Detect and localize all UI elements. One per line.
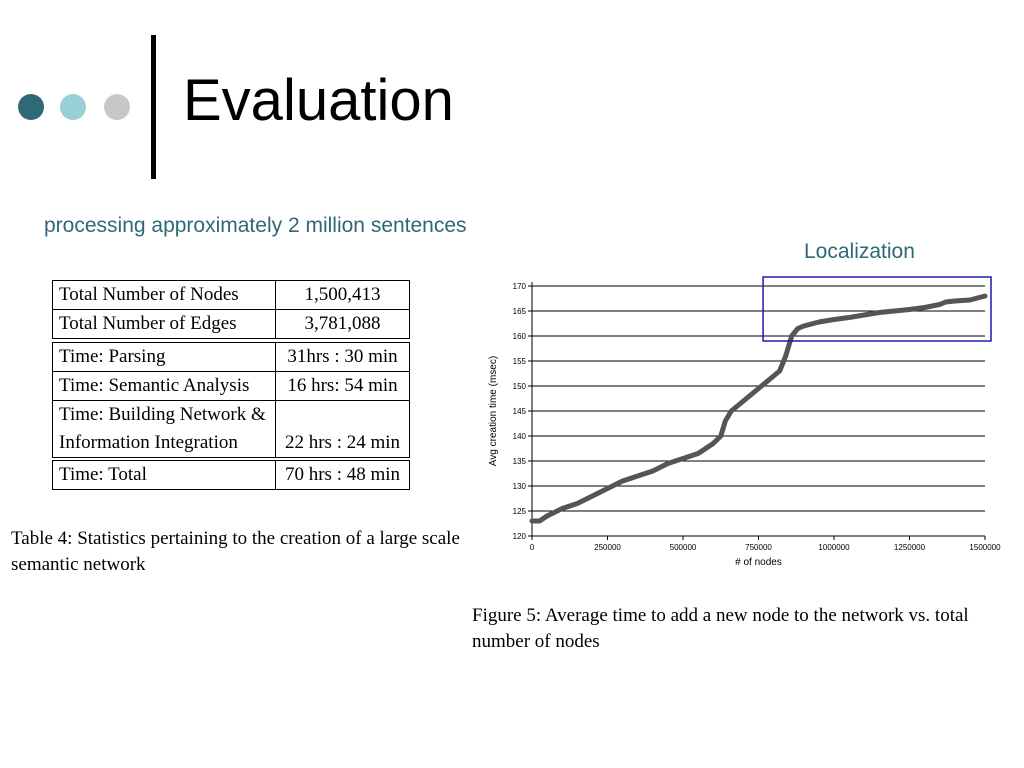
y-tick-label: 165 (512, 307, 526, 316)
stats-table-times (52, 342, 410, 458)
stats-table-counts (52, 280, 410, 339)
x-tick-label: 750000 (745, 543, 772, 552)
localization-label: Localization (804, 240, 915, 263)
table-row (53, 343, 410, 372)
table-cell-value: 1,500,413 (276, 281, 410, 310)
series-line (532, 296, 985, 521)
y-tick-label: 160 (512, 332, 526, 341)
y-tick-label: 155 (512, 357, 526, 366)
table-row (53, 461, 410, 490)
x-tick-label: 1500000 (969, 543, 1001, 552)
x-tick-label: 1000000 (818, 543, 850, 552)
x-tick-label: 1250000 (893, 543, 926, 552)
y-tick-label: 130 (512, 482, 526, 491)
line-chart (478, 272, 1008, 577)
table-row (53, 310, 410, 339)
table-row (53, 281, 410, 310)
y-tick-label: 170 (512, 282, 526, 291)
table-cell-label: Time: Parsing (53, 343, 276, 372)
bullet-dot-dark (18, 94, 44, 120)
y-tick-label: 135 (512, 457, 526, 466)
y-tick-label: 125 (512, 507, 526, 516)
x-tick-label: 250000 (594, 543, 621, 552)
y-tick-label: 140 (512, 432, 526, 441)
table-cell-label: Time: Total (53, 461, 276, 490)
table-row (53, 372, 410, 401)
table-cell-label: Total Number of Edges (53, 310, 276, 339)
table-cell-label: Time: Building Network & Information Integration (53, 401, 276, 458)
title-divider (151, 35, 156, 179)
bullet-dot-gray (104, 94, 130, 120)
y-tick-label: 150 (512, 382, 526, 391)
table-caption: Table 4: Statistics pertaining to the creation of a large scale semantic network (11, 528, 460, 575)
slide-title: Evaluation (183, 68, 454, 133)
x-axis-label: # of nodes (735, 557, 782, 568)
table-cell-label: Total Number of Nodes (53, 281, 276, 310)
slide-subtitle: processing approximately 2 million sentences (44, 214, 467, 237)
table-cell-value: 70 hrs : 48 min (276, 461, 410, 490)
table-cell-label: Time: Semantic Analysis (53, 372, 276, 401)
table-cell-value: 22 hrs : 24 min (276, 401, 410, 458)
figure-caption: Figure 5: Average time to add a new node to the network vs. total number of nodes (472, 605, 969, 652)
x-tick-label: 500000 (669, 543, 697, 552)
x-tick-label: 0 (529, 543, 535, 552)
y-axis-label: Avg creation time (msec) (488, 355, 499, 467)
y-tick-label: 120 (512, 532, 526, 541)
table-row (53, 401, 410, 458)
table-cell-value: 31hrs : 30 min (276, 343, 410, 372)
stats-table-total (52, 460, 410, 490)
y-tick-label: 145 (512, 407, 526, 416)
table-cell-value: 16 hrs: 54 min (276, 372, 410, 401)
bullet-dot-light (60, 94, 86, 120)
table-cell-value: 3,781,088 (276, 310, 410, 339)
